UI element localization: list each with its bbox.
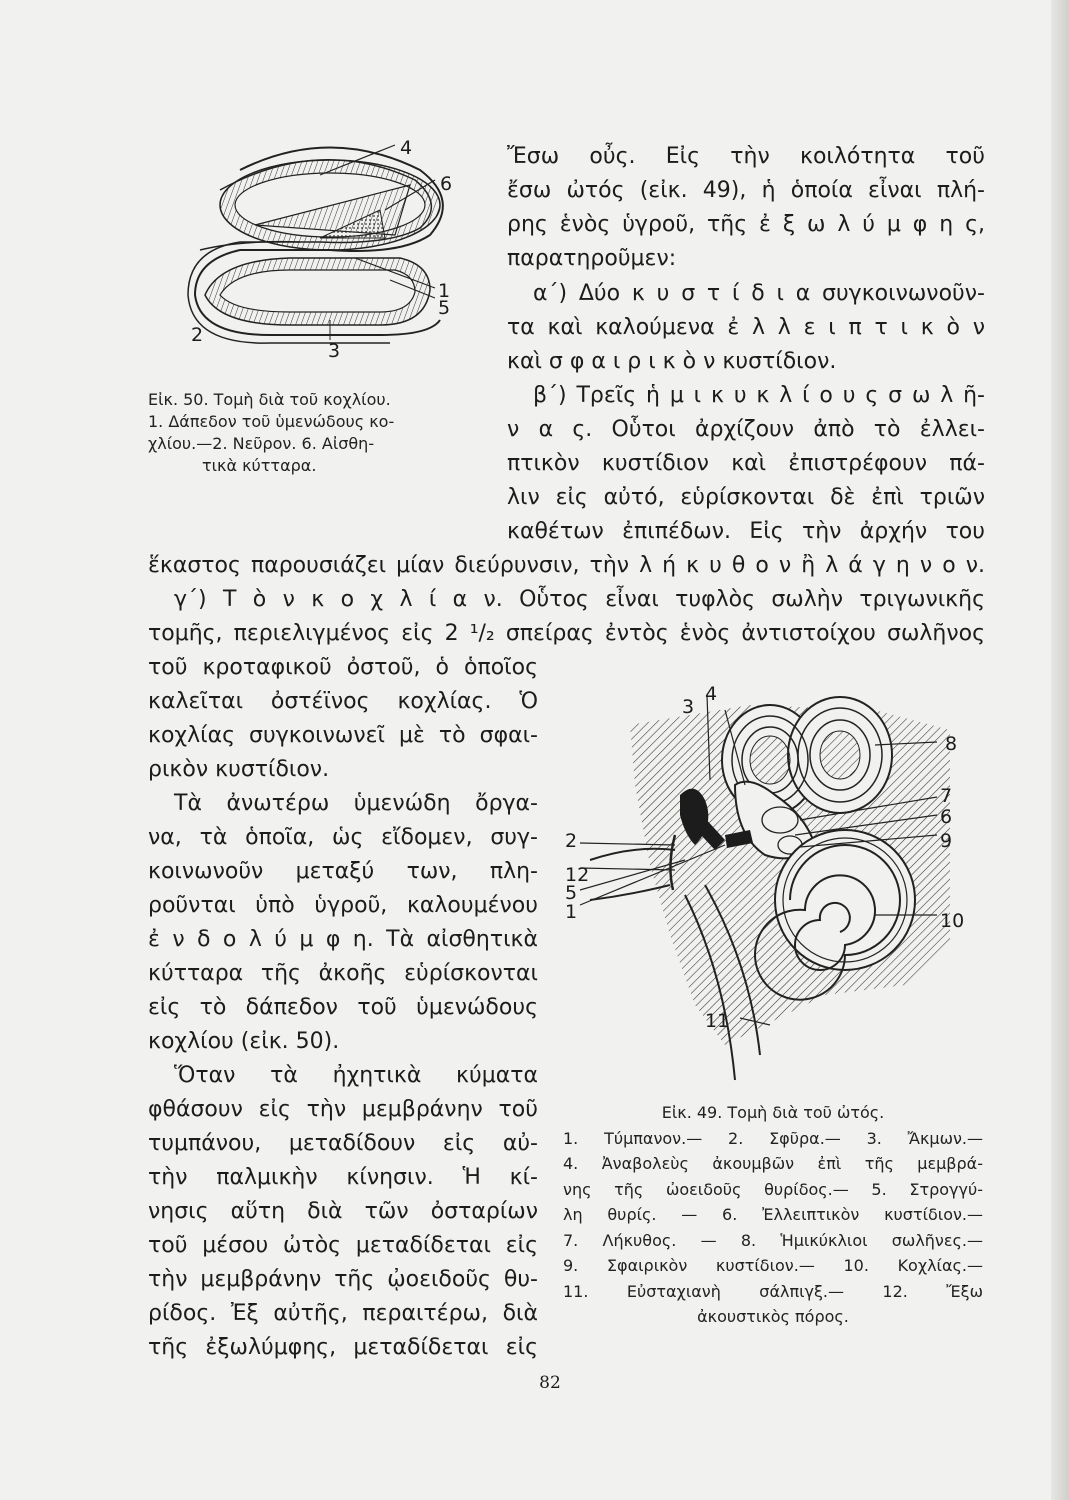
fig49-label-11: 11 — [705, 1010, 730, 1032]
text-line: να, τὰ ὁποῖα, ὡς εἴδομεν, συγ- — [148, 825, 538, 850]
fig49-label-12: 12 — [565, 864, 590, 886]
figure-50-caption-line: τικὰ κύτταρα. — [202, 456, 317, 475]
text-line: καὶ σ φ α ι ρ ι κ ὸ ν κυστίδιον. — [507, 349, 837, 374]
fig49-label-1: 1 — [565, 901, 578, 923]
text-line: τομῆς, περιελιγμένος εἰς 2 ¹/₂ σπείρας ἐντὸς ἑνὸς ἀντιστοίχου σωλῆνος — [148, 621, 985, 646]
fig50-label-2: 2 — [191, 324, 204, 346]
fig50-label-1: 1 — [438, 280, 451, 302]
figure-49-caption-line: λη θυρίς. — 6. Ἐλλειπτικὸν κυστίδιον.— — [563, 1205, 983, 1224]
fig49-label-3: 3 — [682, 696, 695, 718]
text-line: Ἔσω οὖς. Εἰς τὴν κοιλότητα τοῦ — [507, 144, 985, 169]
text-line: παρατηροῦμεν: — [507, 246, 677, 271]
figure-49-caption-line: 7. Λήκυθος. — 8. Ἡμικύκλιοι σωλῆνες.— — [563, 1230, 983, 1250]
fig50-label-5: 5 — [438, 297, 451, 319]
text-line: τὴν παλμικὴν κίνησιν. Ἡ κί- — [148, 1165, 538, 1190]
text-line: Τὰ ἀνωτέρω ὑμενώδη ὄργα- — [174, 791, 538, 816]
fig50-label-6: 6 — [440, 173, 453, 195]
fig50-label-3: 3 — [328, 340, 341, 362]
text-line: εἰς τὸ δάπεδον τοῦ ὑμενώδους — [148, 995, 538, 1020]
figure-50-caption-title: Εἰκ. 50. Τομὴ διὰ τοῦ κοχλίου. — [148, 390, 391, 409]
fig49-label-9: 9 — [940, 830, 953, 852]
text-line: πτικὸν κυστίδιον καὶ ἐπιστρέφουν πά- — [507, 451, 985, 476]
text-line: Ὅταν τὰ ἠχητικὰ κύματα — [174, 1063, 538, 1088]
text-line: β΄) Τρεῖς ἡ μ ι κ υ κ λ ί ο υ ς σ ω λ ῆ- — [533, 383, 985, 408]
text-line: τα καὶ καλούμενα ἐ λ λ ε ι π τ ι κ ὸ ν — [507, 315, 985, 340]
fig50-label-4: 4 — [400, 137, 413, 159]
page-number: 82 — [539, 1373, 561, 1393]
text-line: τοῦ κροταφικοῦ ὀστοῦ, ὁ ὁποῖος — [148, 655, 538, 680]
text-line: τυμπάνου, μεταδίδουν εἰς αὐ- — [148, 1131, 538, 1156]
text-line: ἔσω ὠτός (εἰκ. 49), ἡ ὁποία εἶναι πλή- — [507, 178, 985, 203]
figure-49-drawing — [575, 685, 965, 1085]
figure-49-caption-line: ἀκουστικὸς πόρος. — [697, 1307, 849, 1326]
text-line: λιν εἰς αὐτό, εὑρίσκονται δὲ ἐπὶ τριῶν — [507, 485, 985, 510]
figure-49-caption-line: 9. Σφαιρικὸν κυστίδιον.— 10. Κοχλίας.— — [563, 1256, 983, 1275]
text-line: κοχλίου (εἰκ. 50). — [148, 1029, 340, 1054]
text-line: ρικὸν κυστίδιον. — [148, 757, 330, 782]
text-line: γ΄) Τ ὸ ν κ ο χ λ ί α ν. Οὗτος εἶναι τυφλὸς σωλὴν τριγωνικῆς — [174, 587, 985, 612]
figure-49-caption — [563, 1100, 983, 1330]
text-line: ν α ς. Οὗτοι ἀρχίζουν ἀπὸ τὸ ἐλλει- — [507, 417, 985, 442]
fig49-label-8: 8 — [945, 733, 958, 755]
text-line: φθάσουν εἰς τὴν μεμβράνην τοῦ — [148, 1097, 538, 1122]
figure-49-caption-title: Εἰκ. 49. Τομὴ διὰ τοῦ ὠτός. — [661, 1103, 885, 1122]
text-line: ρίδος. Ἐξ αὐτῆς, περαιτέρω, διὰ — [148, 1301, 538, 1326]
text-line: καθέτων ἐπιπέδων. Εἰς τὴν ἀρχήν του — [507, 519, 985, 544]
figure-49-caption-line: 4. Ἀναβολεὺς ἀκουμβῶν ἐπὶ τῆς μεμβρά- — [563, 1154, 983, 1173]
fig49-label-10: 10 — [940, 910, 965, 932]
text-line: τῆς ἐξωλύμφης, μεταδίδεται εἰς — [148, 1335, 538, 1360]
text-line: ρης ἑνὸς ὑγροῦ, τῆς ἐ ξ ω λ ύ μ φ η ς, — [507, 212, 985, 237]
text-line: α΄) Δύο κ υ σ τ ί δ ι α συγκοινωνοῦν- — [533, 281, 985, 306]
text-line: κύτταρα τῆς ἀκοῆς εὑρίσκονται — [148, 961, 538, 986]
figure-50-caption — [148, 389, 488, 477]
fig49-label-2: 2 — [565, 830, 578, 852]
figure-49-caption-line: 1. Τύμπανον.— 2. Σφῦρα.— 3. Ἄκμων.— — [563, 1128, 983, 1148]
text-line: τὴν μεμβράνην τῆς ᾠοειδοῦς θυ- — [148, 1267, 538, 1292]
fig49-label-6: 6 — [940, 806, 953, 828]
fig49-label-4: 4 — [705, 683, 718, 705]
text-line: κοινωνοῦν μεταξύ των, πλη- — [148, 859, 538, 884]
figure-49-caption-line: νης τῆς ὠοειδοῦς θυρίδος.— 5. Στρογγύ- — [563, 1179, 983, 1199]
text-line: ἐ ν δ ο λ ύ μ φ η. Τὰ αἰσθητικὰ — [148, 927, 538, 952]
figure-50-caption-line: χλίου.—2. Νεῦρον. 6. Αἰσθη- — [148, 434, 375, 453]
text-line: τοῦ μέσου ὠτὸς μεταδίδεται εἰς — [148, 1233, 538, 1258]
text-line: ἕκαστος παρουσιάζει μίαν διεύρυνσιν, τὴν λ ή κ υ θ ο ν ἢ λ ά γ η ν ο ν. — [148, 553, 985, 578]
figure-49-caption-line: 11. Εὐσταχιανὴ σάλπιγξ.— 12. Ἔξω — [563, 1281, 983, 1301]
figure-50-caption-line: 1. Δάπεδον τοῦ ὑμενώδους κο- — [148, 412, 395, 431]
page-edge — [1051, 0, 1069, 1500]
fig49-label-5: 5 — [565, 882, 578, 904]
text-line: ροῦνται ὑπὸ ὑγροῦ, καλουμένου — [148, 893, 538, 918]
text-line: κοχλίας συγκοινωνεῖ μὲ τὸ σφαι- — [148, 723, 538, 748]
fig49-label-7: 7 — [940, 785, 953, 807]
text-line: καλεῖται ὀστέϊνος κοχλίας. Ὁ — [148, 689, 538, 714]
figure-49-ear-section — [575, 685, 965, 1085]
text-line: νησις αὕτη διὰ τῶν ὀσταρίων — [148, 1199, 538, 1224]
